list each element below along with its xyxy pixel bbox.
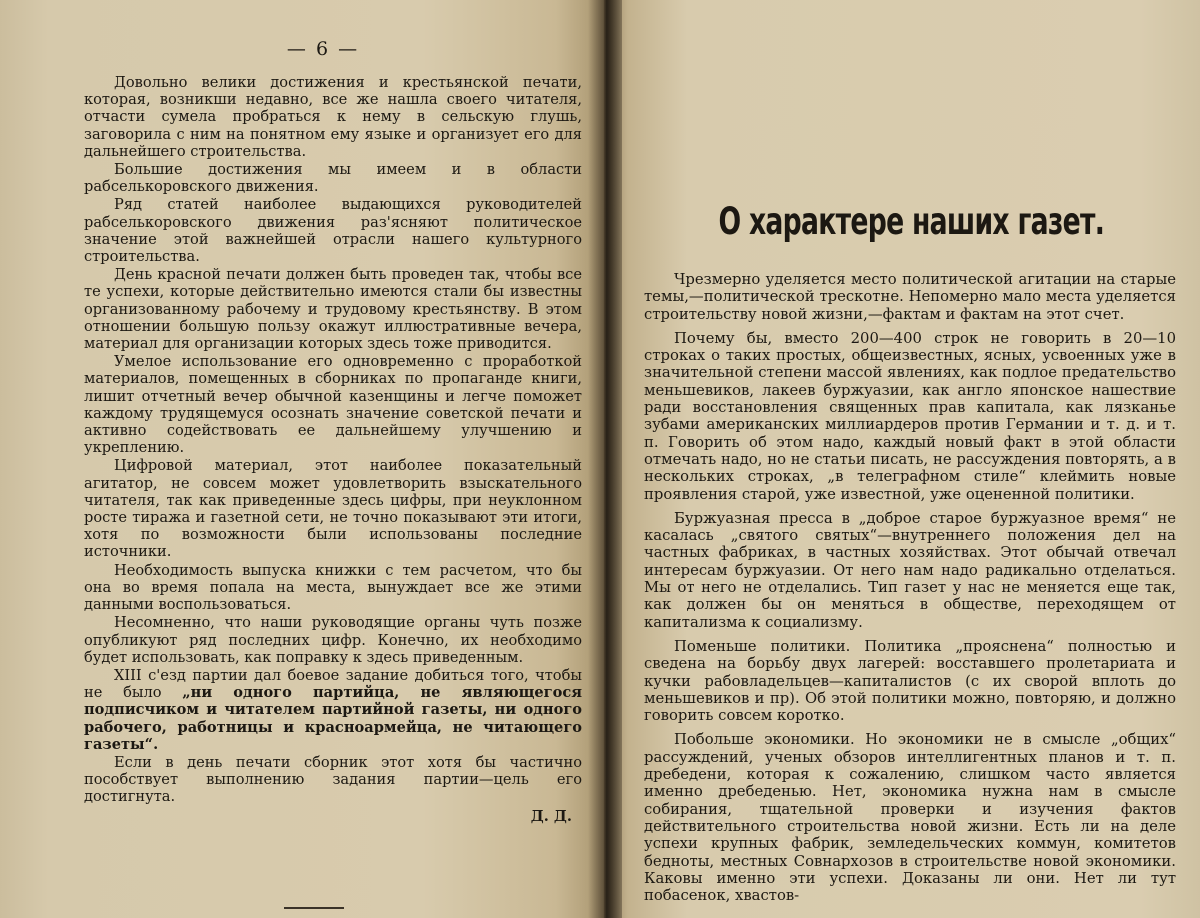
- paragraph: Умелое использование его одновременно с проработкой материалов, помещенных в сборниках по пропаганде книги, лишит отчетный вечер обычной казенщины и легче поможет каждому трудящемуся осознать значение советской печати и активно содействовать ее дальнейшему улучшению и укреплению.: [84, 353, 582, 457]
- congress-quote: „ни одного партийца, не являющегося подписчиком и читателем партийной газеты, ни одного рабочего, работницы и красноармейца, не читающего газеты“.: [84, 684, 582, 753]
- signature: Д. Д.: [530, 807, 572, 825]
- paragraph: Несомненно, что наши руководящие органы чуть позже опубликуют ряд последних цифр. Конечно, их необходимо будет использовать, как поправку к здесь приведенным.: [84, 614, 582, 666]
- right-page: [604, 0, 1200, 918]
- paragraph: Чрезмерно уделяется место политической агитации на старые темы,—политической трескотне. Непомерно мало места уделяется строительству новой жизни,—фактам и фактам на этот счет.: [644, 271, 1176, 323]
- article-title: О характере наших газет.: [718, 200, 1105, 243]
- paragraph: День красной печати должен быть проведен так, чтобы все те успехи, которые действительно имеются стали бы известны организованному рабочему и трудовому крестьянству. В этом отношении большую пользу окажут иллюстративные вечера, материал для организации которых здесь тоже приводится.: [84, 266, 582, 353]
- paragraph: Буржуазная пресса в „доброе старое буржуазное время“ не касалась „святого святых“—внутреннего положения дел на частных фабриках, в частных хозяйствах. Этот обычай отвечал интересам буржуазии. От него нам надо радикально отделаться. Мы от него не отделались. Тип газет у нас не меняется еще так, как должен бы он меняться в обществе, переходящем от капитализма к социализму.: [644, 509, 1176, 631]
- paragraph: Большие достижения мы имеем и в области рабселькоровского движения.: [84, 161, 582, 196]
- left-page-body: [84, 74, 582, 806]
- paragraph: Цифровой материал, этот наиболее показательный агитатор, не совсем может удовлетворить взыскательного читателя, так как приведенные здесь цифры, при неуклонном росте тиража и газетной сети, не точно показывают эти итоги, хотя по возможности были использованы последние источники.: [84, 457, 582, 561]
- closing-paragraph: Если в день печати сборник этот хотя бы частично пособствует выполнению задания партии—цель его достигнута.: [84, 753, 582, 806]
- paragraph: Побольше экономики. Но экономики не в смысле „общих“ рассуждений, ученых обзоров интеллигентных планов и т. п. дребедени, которая к сожалению, слишком часто является именно дребеденью. Нет, экономика нужна нам в смысле собирания, тщательной проверки и изучения фактов действительного строительства новой жизни. Есть ли на деле успехи крупных фабрик, земледельческих коммун, комитетов бедноты, местных Совнархозов в строительстве новой экономики. Каковы именно эти успехи. Доказаны ли они. Нет ли тут побасенок, хвастов-: [644, 731, 1176, 905]
- paragraph: Довольно велики достижения и крестьянской печати, которая, возникши недавно, все же нашла своего читателя, отчасти сумела пробраться к нему в сельскую глушь, заговорила с ним на понятном ему языке и организует его для дальнейшего строительства.: [84, 74, 582, 160]
- paragraph: Ряд статей наиболее выдающихся руководителей рабселькоровского движения раз'ясняют политическое значение этой важнейшей отрасли нашего культурного строительства.: [84, 196, 582, 266]
- paragraph: Необходимость выпуска книжки с тем расчетом, что бы она во время попала на места, вынуждает все же этими данными воспользоваться.: [84, 561, 582, 614]
- paragraph: Почему бы, вместо 200—400 строк не говорить в 20—10 строках о таких простых, общеизвестных, ясных, усвоенных уже в значительной степени массой явлениях, как подлое предательство меньшевиков, лакеев буржуазии, как англо японское нашествие ради восстановления священных прав капитала, как лязканье зубами американских миллиардеров против Германии и т. д. и т. п. Говорить об этом надо, каждый новый факт в этой области отмечать надо, но не статьи писать, не рассуждения повторять, а в нескольких строках, „в телеграфном стиле“ клеймить новые проявления старой, уже известной, уже оцененной политики.: [644, 329, 1176, 503]
- paragraph: Поменьше политики. Политика „прояснена“ полностью и сведена на борьбу двух лагерей: восставшего пролетариата и кучки рабовладельцев—капиталистов (с их сворой вплоть до меньшевиков и пр). Об этой политики можно, повторяю, и должно говорить совсем коротко.: [644, 637, 1176, 725]
- section-divider: [284, 907, 344, 909]
- congress-paragraph: [84, 667, 582, 753]
- page-number: — 6 —: [286, 38, 360, 60]
- right-page-body: [644, 271, 1176, 904]
- congress-intro: XIII с'езд партии дал боевое задание добиться того, чтобы не было: [84, 666, 582, 702]
- book-gutter: [588, 0, 622, 918]
